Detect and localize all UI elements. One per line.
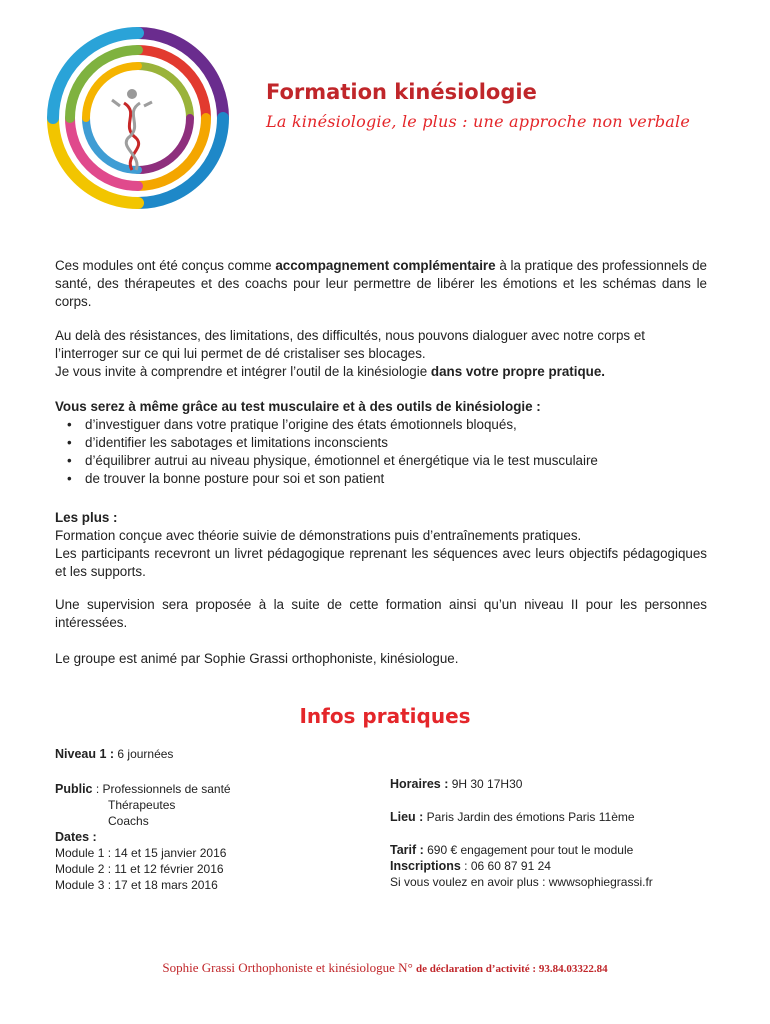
horaires-value: 9H 30 17H30 <box>448 777 523 791</box>
plus-line-1: Formation conçue avec théorie suivie de démonstrations puis d’entraînements pratiques. <box>55 528 582 543</box>
dates-label: Dates : <box>55 830 97 844</box>
animator-paragraph: Le groupe est animé par Sophie Grassi orthophoniste, kinésiologue. <box>55 651 459 666</box>
niveau-info <box>55 746 173 762</box>
resistances-paragraph <box>55 327 707 381</box>
resistances-text: Au delà des résistances, des limitations, des difficultés, nous pouvons dialoguer avec notre corps et l’interroger sur ce qui lui permet de dé cristaliser ses blocages. <box>55 328 646 361</box>
plus-heading: Les plus : <box>55 510 118 525</box>
intro-bold-1: accompagnement complémentaire <box>275 258 496 273</box>
invitation-bold: dans votre propre pratique. <box>430 364 606 379</box>
intro-text-1: Ces modules ont été conçus comme <box>55 258 276 273</box>
page-subtitle: La kinésiologie, le plus : une approche non verbale <box>266 112 690 131</box>
tarif-info <box>390 842 653 890</box>
public-value: Coachs <box>108 814 149 828</box>
module-date: Module 2 : 11 et 12 février 2016 <box>55 862 224 876</box>
list-item: • d’équilibrer autrui au niveau physique, émotionnel et énergétique via le test musculaire <box>55 452 707 470</box>
infos-title: Infos pratiques <box>299 704 471 728</box>
niveau-value: 6 journées <box>114 747 174 761</box>
supervision-paragraph: Une supervision sera proposée à la suite de cette formation ainsi qu’un niveau II pour les personnes intéressées. <box>55 597 707 630</box>
module-date: Module 3 : 17 et 18 mars 2016 <box>55 878 218 892</box>
list-item: • de trouver la bonne posture pour soi et son patient <box>55 470 707 488</box>
objectives-section <box>55 398 707 488</box>
lieu-label: Lieu : <box>390 810 424 824</box>
website-link[interactable]: Si vous voulez en avoir plus : wwwsophiegrassi.fr <box>390 875 653 889</box>
invitation-line <box>55 363 707 381</box>
invitation-text: Je vous invite à comprendre et intégrer l’outil de la kinésiologie <box>55 364 431 379</box>
footer-main: Sophie Grassi Orthophoniste et kinésiologue N° <box>162 960 417 975</box>
public-value: Thérapeutes <box>108 798 176 812</box>
lieu-value: Paris Jardin des émotions Paris 11ème <box>423 810 635 824</box>
page-title: Formation kinésiologie <box>266 80 537 104</box>
horaires-info <box>390 776 522 792</box>
inscriptions-label: Inscriptions <box>390 859 461 873</box>
public-info <box>55 781 231 829</box>
footer-declaration: de déclaration d’activité : 93.84.03322.84 <box>416 963 608 975</box>
public-value: : Professionnels de santé <box>95 782 231 796</box>
objectives-list <box>55 416 707 488</box>
niveau-label: Niveau 1 : <box>55 747 115 761</box>
intro-text-2: à la pratique des professionnels de santé, des thérapeutes et des coachs pour leur permettre de libérer les émotions et les schémas dans le corps. <box>55 258 708 309</box>
plus-section <box>55 509 707 581</box>
horaires-label: Horaires : <box>390 777 449 791</box>
spiral-logo-icon <box>28 8 248 228</box>
list-item: • d’identifier les sabotages et limitations inconscients <box>55 434 707 452</box>
module-date: Module 1 : 14 et 15 janvier 2016 <box>55 846 227 860</box>
objectives-heading: Vous serez à même grâce au test musculaire et à des outils de kinésiologie : <box>55 399 541 414</box>
intro-paragraph <box>55 257 707 311</box>
list-item: • d’investiguer dans votre pratique l’origine des états émotionnels bloqués, <box>55 416 707 434</box>
inscriptions-value: : 06 60 87 91 24 <box>460 859 551 873</box>
public-label: Public <box>55 782 93 796</box>
dates-info <box>55 829 226 893</box>
tarif-value: 690 € engagement pour tout le module <box>423 843 634 857</box>
tarif-label: Tarif : <box>390 843 424 857</box>
spiral-logo <box>28 8 248 228</box>
plus-line-2: Les participants recevront un livret pédagogique reprenant les séquences avec leurs objectifs pédagogiques et les supports. <box>55 546 707 579</box>
footer <box>0 960 770 976</box>
lieu-info <box>390 809 635 825</box>
